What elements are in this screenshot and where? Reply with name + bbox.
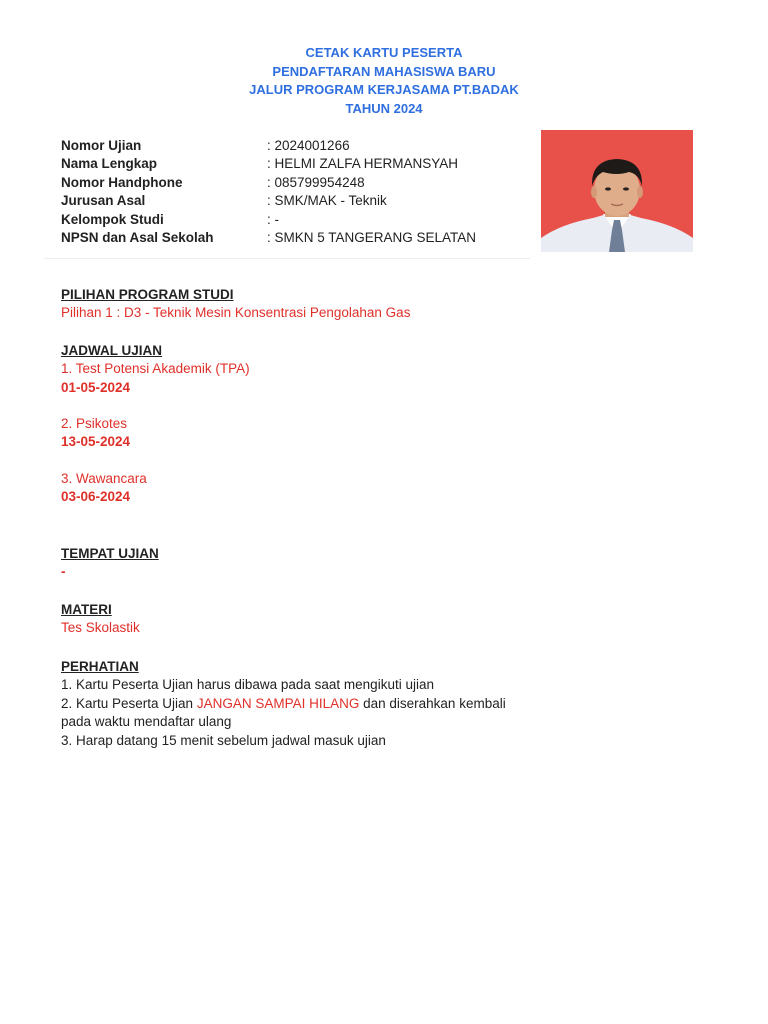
schedule-item-date: 03-06-2024 xyxy=(61,489,131,505)
material-value: Tes Skolastik xyxy=(61,620,140,636)
notice-warning-highlight: JANGAN SAMPAI HILANG xyxy=(196,695,360,711)
notice-item-2-prefix: 2. Kartu Peserta Ujian xyxy=(61,695,197,711)
schedule-item-2 xyxy=(61,415,130,452)
material-section xyxy=(61,601,140,638)
header-program: JALUR PROGRAM KERJASAMA PT.BADAK xyxy=(249,82,519,97)
participant-info xyxy=(61,137,531,247)
info-row-major xyxy=(61,192,531,210)
place-value: - xyxy=(61,564,66,580)
header-year: TAHUN 2024 xyxy=(345,100,423,116)
schedule-item-3 xyxy=(61,470,147,507)
info-value: : - xyxy=(267,211,279,227)
info-value: : SMK/MAK - Teknik xyxy=(267,193,387,209)
schedule-item-name: 2. Psikotes xyxy=(61,416,128,431)
participant-photo xyxy=(541,130,693,252)
place-section xyxy=(61,545,159,582)
info-label: Kelompok Studi xyxy=(61,211,164,227)
info-value: : 085799954248 xyxy=(267,174,365,190)
info-row-phone xyxy=(61,174,531,192)
info-row-exam-number xyxy=(61,137,531,155)
divider xyxy=(44,258,530,259)
info-label: Nama Lengkap xyxy=(61,156,158,172)
program-choice: Pilihan 1 : D3 - Teknik Mesin Konsentrasi Pengolahan Gas xyxy=(61,305,411,321)
schedule-item-date: 13-05-2024 xyxy=(61,434,131,450)
place-title: TEMPAT UJIAN xyxy=(61,546,159,561)
schedule-item-date: 01-05-2024 xyxy=(61,379,131,395)
info-row-full-name xyxy=(61,155,531,173)
info-value: : SMKN 5 TANGERANG SELATAN xyxy=(267,229,477,245)
info-value: : 2024001266 xyxy=(267,138,350,153)
notice-section xyxy=(61,658,521,750)
schedule-title: JADWAL UJIAN xyxy=(61,343,163,358)
info-value: : HELMI ZALFA HERMANSYAH xyxy=(267,156,459,172)
header-subtitle: PENDAFTARAN MAHASISWA BARU xyxy=(272,63,496,79)
notice-item-3: 3. Harap datang 15 menit sebelum jadwal masuk ujian xyxy=(61,732,386,748)
schedule-section xyxy=(61,342,250,397)
info-label: Jurusan Asal xyxy=(61,193,146,209)
notice-item-2-suffix: dan diserahkan kembali pada waktu mendaftar ulang xyxy=(61,695,506,730)
notice-item-2 xyxy=(61,695,521,732)
program-section xyxy=(61,286,410,323)
material-title: MATERI xyxy=(61,602,112,617)
header-title: CETAK KARTU PESERTA xyxy=(305,45,463,60)
notice-title: PERHATIAN xyxy=(61,659,139,674)
info-label: Nomor Ujian xyxy=(61,138,142,153)
info-label: NPSN dan Asal Sekolah xyxy=(61,229,214,245)
card-header xyxy=(0,44,768,118)
person-photo-icon xyxy=(541,130,693,252)
notice-item-1: 1. Kartu Peserta Ujian harus dibawa pada saat mengikuti ujian xyxy=(61,677,434,693)
schedule-item-name: 1. Test Potensi Akademik (TPA) xyxy=(61,361,250,377)
info-row-school xyxy=(61,229,531,247)
schedule-item-name: 3. Wawancara xyxy=(61,471,147,486)
program-title: PILIHAN PROGRAM STUDI xyxy=(61,287,234,302)
info-label: Nomor Handphone xyxy=(61,174,183,190)
info-row-study-group xyxy=(61,211,531,229)
